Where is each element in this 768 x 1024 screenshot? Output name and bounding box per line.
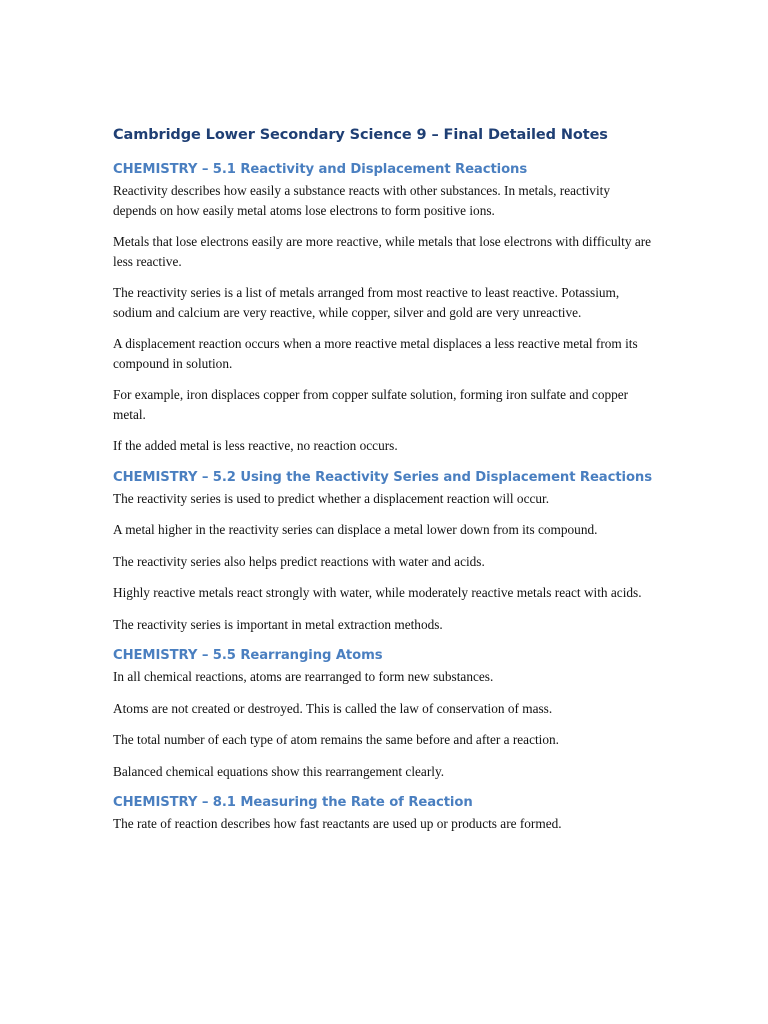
paragraph: Atoms are not created or destroyed. This is called the law of conservation of mass. — [113, 700, 553, 716]
section-5-2 — [113, 468, 653, 635]
paragraph: The reactivity series is important in metal extraction methods. — [113, 616, 443, 632]
section-heading: CHEMISTRY – 5.5 Rearranging Atoms — [113, 648, 383, 663]
section-5-1 — [113, 160, 653, 456]
paragraph: The rate of reaction describes how fast reactants are used up or products are formed. — [113, 816, 562, 831]
paragraph: The reactivity series also helps predict reactions with water and acids. — [113, 553, 485, 569]
paragraph: Reactivity describes how easily a substance reacts with other substances. In metals, reactivity depends on how easily metal atoms lose electrons to form positive ions. — [113, 183, 610, 218]
paragraph: Metals that lose electrons easily are more reactive, while metals that lose electrons with difficulty are less reactive. — [113, 234, 652, 269]
section-heading: CHEMISTRY – 5.2 Using the Reactivity Series and Displacement Reactions — [113, 469, 652, 485]
section-heading: CHEMISTRY – 8.1 Measuring the Rate of Reaction — [113, 795, 473, 810]
section-heading: CHEMISTRY – 5.1 Reactivity and Displacement Reactions — [113, 162, 528, 177]
section-5-5 — [113, 646, 653, 781]
paragraph: A displacement reaction occurs when a more reactive metal displaces a less reactive metal from its compound in solution. — [113, 336, 638, 371]
paragraph: For example, iron displaces copper from copper sulfate solution, forming iron sulfate and copper metal. — [113, 387, 629, 422]
paragraph: If the added metal is less reactive, no reaction occurs. — [113, 438, 398, 453]
paragraph: Highly reactive metals react strongly with water, while moderately reactive metals react with acids. — [113, 585, 642, 600]
document-title: Cambridge Lower Secondary Science 9 – Final Detailed Notes — [113, 127, 608, 143]
paragraph: The reactivity series is used to predict whether a displacement reaction will occur. — [113, 490, 550, 506]
paragraph: A metal higher in the reactivity series can displace a metal lower down from its compound. — [113, 522, 598, 537]
document-page — [113, 124, 653, 846]
paragraph: Balanced chemical equations show this rearrangement clearly. — [113, 763, 445, 779]
paragraph: In all chemical reactions, atoms are rearranged to form new substances. — [113, 669, 494, 684]
section-8-1 — [113, 793, 653, 834]
paragraph: The reactivity series is a list of metals arranged from most reactive to least reactive. Potassium, sodium and calcium are very reactive, while copper, silver and gold are very unreactive. — [113, 285, 620, 320]
paragraph: The total number of each type of atom remains the same before and after a reaction. — [113, 732, 559, 747]
